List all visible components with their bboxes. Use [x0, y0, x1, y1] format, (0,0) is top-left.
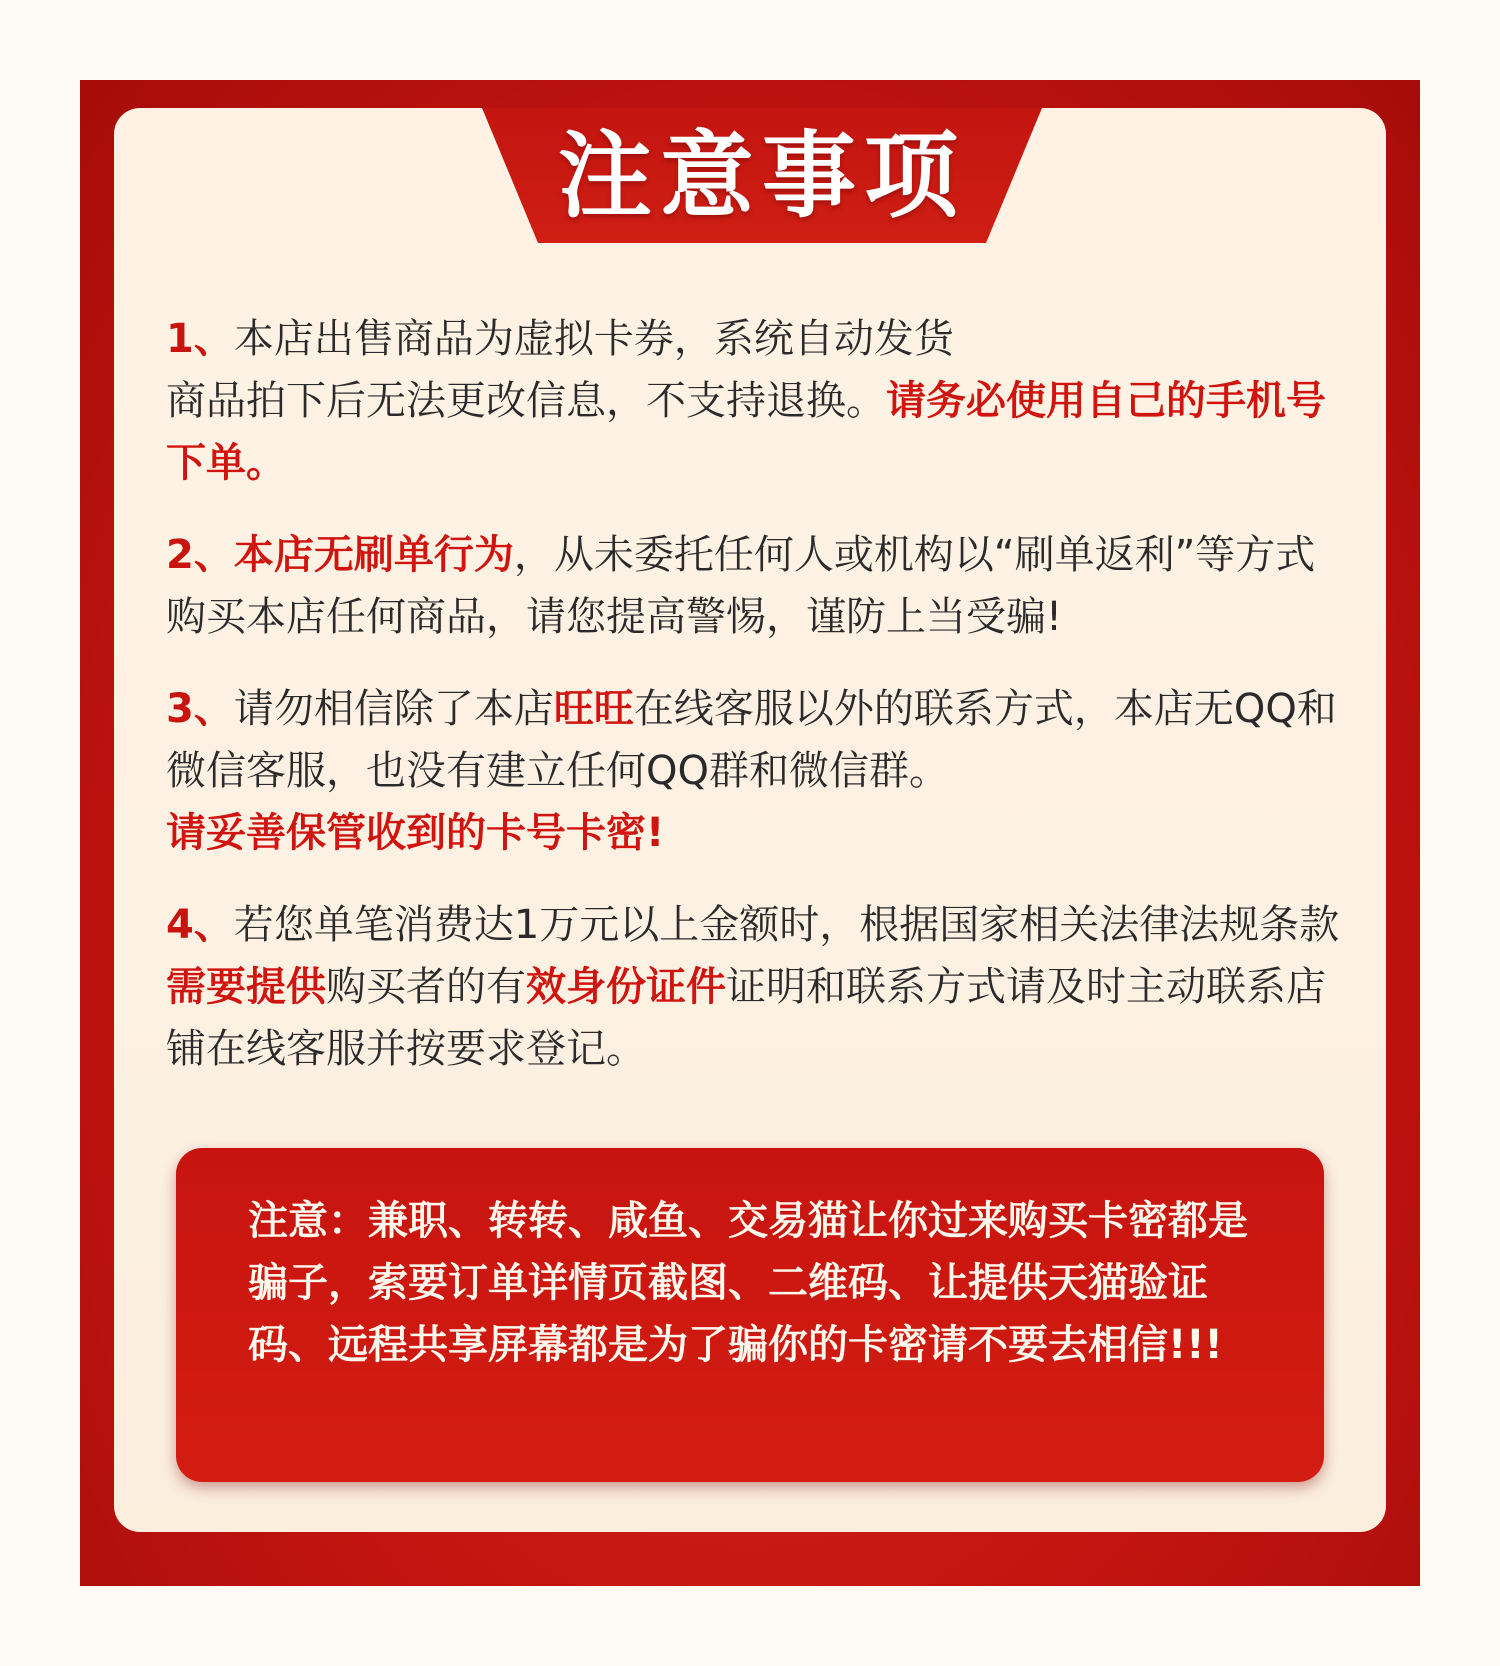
item-text: 若您单笔消费达1万元以上金额时，根据国家相关法律法规条款	[233, 902, 1340, 948]
notice-card	[114, 108, 1386, 1532]
item-text: ，从未委托任何人或机构以“刷单返利”等方式购买本店任何商品，请您提高警惕，谨防上当受骗!	[166, 532, 1316, 640]
item-highlight: 本店无刷单行为	[233, 532, 514, 578]
notice-item-1	[166, 308, 1346, 494]
item-text: 证明和联系方式请及时主动联系店铺在线客服并按要求登记。	[166, 964, 1326, 1072]
warning-text: 注意：兼职、转转、咸鱼、交易猫让你过来购买卡密都是骗子，索要订单详情页截图、二维码、让提供天猫验证码、远程共享屏幕都是为了骗你的卡密请不要去相信!!!	[248, 1198, 1248, 1368]
item-number: 2	[166, 532, 194, 578]
item-text: 请勿相信除了本店	[233, 686, 554, 732]
item-separator: 、	[193, 316, 234, 362]
item-number: 1	[166, 316, 194, 362]
item-text: 购买者的有	[326, 964, 526, 1010]
item-number: 4	[166, 902, 194, 948]
item-text: 本店出售商品为虚拟卡券，系统自动发货	[233, 316, 954, 362]
notice-item-4	[166, 894, 1346, 1080]
item-highlight: 需要提供	[166, 964, 326, 1010]
item-highlight: 请务必使用自己的手机号下单。	[166, 378, 1326, 486]
item-highlight: 旺旺	[553, 686, 634, 732]
item-separator: 、	[193, 902, 234, 948]
item-number: 3	[166, 686, 194, 732]
item-highlight: 效身份证件	[526, 964, 726, 1010]
item-separator: 、	[193, 532, 234, 578]
item-text: 商品拍下后无法更改信息，不支持退换。	[166, 378, 886, 424]
warning-box	[176, 1148, 1324, 1482]
notice-item-2	[166, 524, 1346, 648]
item-highlight: 请妥善保管收到的卡号卡密!	[166, 810, 665, 856]
notice-list	[166, 308, 1346, 1110]
item-separator: 、	[193, 686, 234, 732]
item-text: 在线客服以外的联系方式，本店无QQ和微信客服，也没有建立任何QQ群和微信群。	[166, 686, 1337, 794]
notice-item-3	[166, 678, 1346, 864]
outer-frame	[80, 80, 1420, 1586]
page-title: 注意事项	[557, 122, 966, 231]
